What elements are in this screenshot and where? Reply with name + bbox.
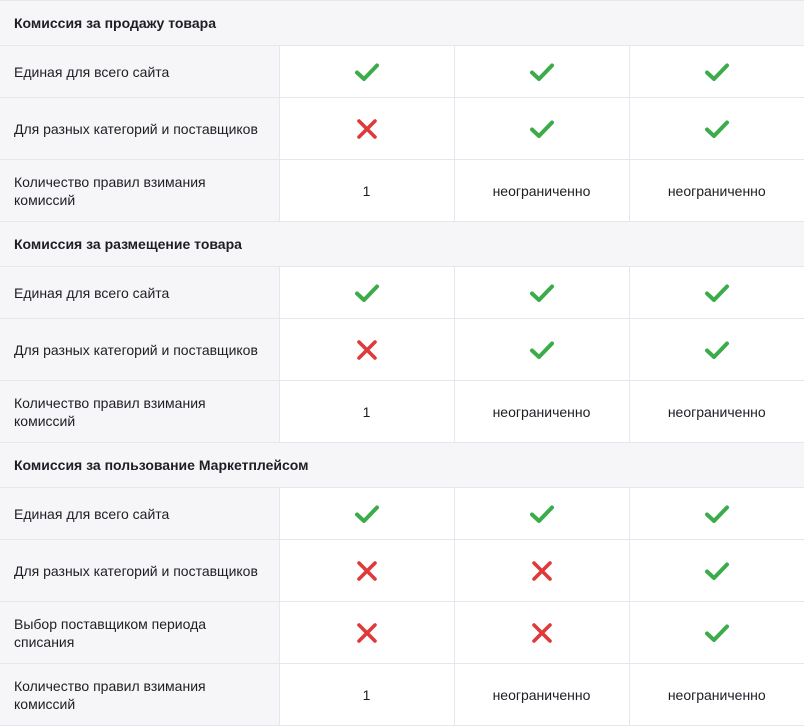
- value-cell: [279, 602, 454, 664]
- value-cell: [454, 46, 629, 98]
- value-cell: [454, 98, 629, 160]
- value-cell: [279, 488, 454, 540]
- cross-icon: [529, 620, 555, 646]
- value-cell: [629, 319, 804, 381]
- row-label: Единая для всего сайта: [0, 267, 279, 319]
- cross-icon: [354, 116, 380, 142]
- table-row: [0, 381, 804, 443]
- value-cell: [629, 602, 804, 664]
- value-cell: [629, 46, 804, 98]
- value-cell: [629, 664, 804, 726]
- check-icon: [704, 501, 730, 527]
- cross-icon: [354, 558, 380, 584]
- row-label: Количество правил взимания комиссий: [0, 664, 279, 726]
- table-row: [0, 160, 804, 222]
- row-label: Количество правил взимания комиссий: [0, 381, 279, 443]
- value-cell: [629, 488, 804, 540]
- value-cell: [629, 381, 804, 443]
- value-cell: [454, 540, 629, 602]
- row-label: Единая для всего сайта: [0, 488, 279, 540]
- value-cell: [629, 540, 804, 602]
- check-icon: [529, 59, 555, 85]
- check-icon: [529, 116, 555, 142]
- value-text: неограниченно: [667, 687, 766, 704]
- value-text: неограниченно: [492, 183, 591, 200]
- section-title: Комиссия за пользование Маркетплейсом: [0, 443, 804, 488]
- value-text: неограниченно: [492, 404, 591, 421]
- value-cell: [279, 267, 454, 319]
- check-icon: [529, 501, 555, 527]
- table-row: [0, 46, 804, 98]
- row-label: Количество правил взимания комиссий: [0, 160, 279, 222]
- cross-icon: [354, 337, 380, 363]
- value-cell: [454, 267, 629, 319]
- section-header: [0, 1, 804, 46]
- value-cell: [454, 664, 629, 726]
- check-icon: [704, 337, 730, 363]
- row-label: Для разных категорий и поставщиков: [0, 319, 279, 381]
- row-label: Выбор поставщиком периода списания: [0, 602, 279, 664]
- table-row: [0, 540, 804, 602]
- section-header: [0, 443, 804, 488]
- row-label: Единая для всего сайта: [0, 46, 279, 98]
- section-header: [0, 222, 804, 267]
- value-cell: [629, 98, 804, 160]
- value-cell: [279, 381, 454, 443]
- check-icon: [704, 116, 730, 142]
- table-row: [0, 319, 804, 381]
- value-text: 1: [362, 687, 371, 704]
- value-cell: [454, 160, 629, 222]
- value-cell: [454, 381, 629, 443]
- table-row: [0, 488, 804, 540]
- value-cell: [279, 540, 454, 602]
- value-text: 1: [362, 404, 371, 421]
- value-cell: [279, 46, 454, 98]
- value-text: неограниченно: [492, 687, 591, 704]
- check-icon: [704, 280, 730, 306]
- value-cell: [279, 664, 454, 726]
- check-icon: [354, 501, 380, 527]
- value-text: неограниченно: [667, 183, 766, 200]
- section-title: Комиссия за продажу товара: [0, 1, 804, 46]
- value-cell: [279, 98, 454, 160]
- table-row: [0, 664, 804, 726]
- check-icon: [704, 59, 730, 85]
- section-title: Комиссия за размещение товара: [0, 222, 804, 267]
- check-icon: [529, 337, 555, 363]
- value-cell: [279, 160, 454, 222]
- check-icon: [354, 280, 380, 306]
- value-text: неограниченно: [667, 404, 766, 421]
- value-cell: [279, 319, 454, 381]
- value-cell: [454, 319, 629, 381]
- check-icon: [354, 59, 380, 85]
- value-cell: [454, 602, 629, 664]
- value-cell: [629, 267, 804, 319]
- row-label: Для разных категорий и поставщиков: [0, 98, 279, 160]
- table-row: [0, 98, 804, 160]
- value-cell: [454, 488, 629, 540]
- table-row: [0, 267, 804, 319]
- check-icon: [704, 558, 730, 584]
- cross-icon: [529, 558, 555, 584]
- table-row: [0, 602, 804, 664]
- value-cell: [629, 160, 804, 222]
- check-icon: [529, 280, 555, 306]
- table-body: [0, 1, 804, 726]
- row-label: Для разных категорий и поставщиков: [0, 540, 279, 602]
- check-icon: [704, 620, 730, 646]
- cross-icon: [354, 620, 380, 646]
- value-text: 1: [362, 183, 371, 200]
